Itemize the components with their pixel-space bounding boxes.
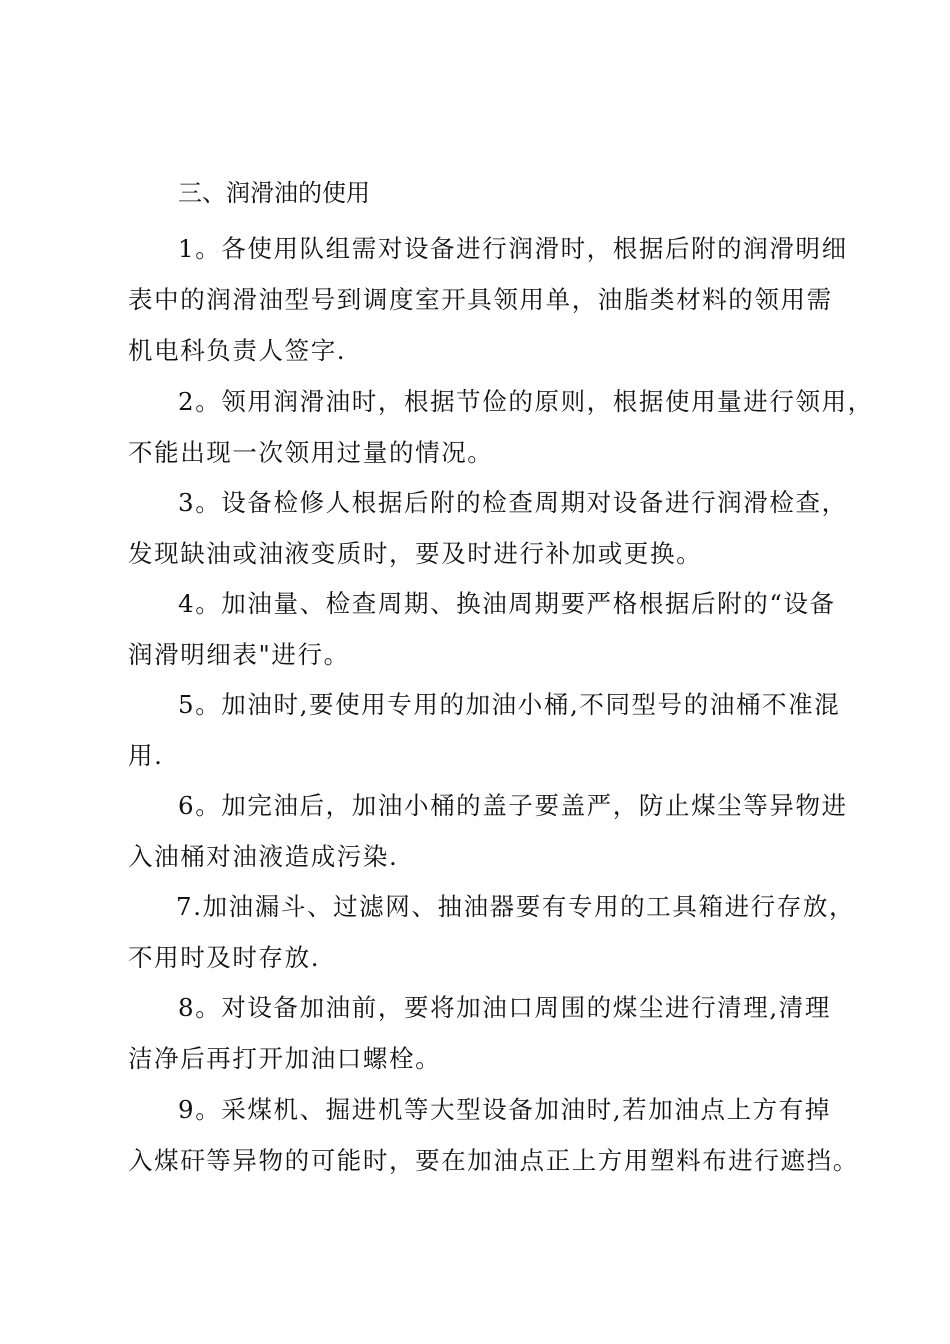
paragraph-1 (128, 223, 848, 376)
paragraph-line: 表中的润滑油型号到调度室开具领用单，油脂类材料的领用需 (128, 285, 833, 314)
paragraph-2 (128, 376, 874, 478)
paragraph-line: 机电科负责人签字. (128, 336, 347, 365)
paragraph-line: 6。加完油后，加油小桶的盖子要盖严，防止煤尘等异物进 (178, 791, 848, 820)
paragraph-line: 4。加油量、检查周期、换油周期要严格根据后附的“设备 (178, 589, 836, 618)
paragraph-3 (128, 477, 848, 579)
section-heading: 三、润滑油的使用 (178, 179, 370, 207)
paragraph-9 (128, 1084, 859, 1186)
paragraph-line: 5。加油时,要使用专用的加油小桶,不同型号的油桶不准混 (178, 690, 841, 719)
paragraph-line: 发现缺油或油液变质时，要及时进行补加或更换。 (128, 539, 703, 568)
paragraph-line: 3。设备检修人根据后附的检查周期对设备进行润滑检查， (178, 488, 848, 517)
paragraph-line: 不用时及时存放. (128, 943, 321, 972)
paragraph-line: 不能出现一次领用过量的情况。 (128, 438, 494, 467)
paragraph-line: 2。领用润滑油时，根据节俭的原则，根据使用量进行领用， (178, 387, 874, 416)
paragraph-line: 洁净后再打开加油口螺栓。 (128, 1044, 442, 1073)
paragraph-line: 入油桶对油液造成污染. (128, 842, 399, 871)
paragraph-line: 入煤矸等异物的可能时，要在加油点正上方用塑料布进行遮挡。 (128, 1146, 859, 1175)
paragraph-line: 7.加油漏斗、过滤网、抽油器要有专用的工具箱进行存放， (176, 892, 856, 921)
paragraph-line: 润滑明细表"进行。 (128, 640, 350, 669)
paragraph-4 (128, 578, 848, 680)
paragraph-line: 1。各使用队组需对设备进行润滑时，根据后附的润滑明细 (178, 234, 848, 263)
paragraph-8 (128, 982, 848, 1084)
paragraph-7 (128, 881, 856, 983)
paragraph-line: 9。采煤机、掘进机等大型设备加油时,若加油点上方有掉 (178, 1095, 831, 1124)
paragraph-5 (128, 679, 848, 781)
paragraph-6 (128, 780, 848, 882)
paragraph-line: 8。对设备加油前，要将加油口周围的煤尘进行清理,清理 (178, 993, 831, 1022)
paragraph-line: 用. (128, 741, 164, 770)
